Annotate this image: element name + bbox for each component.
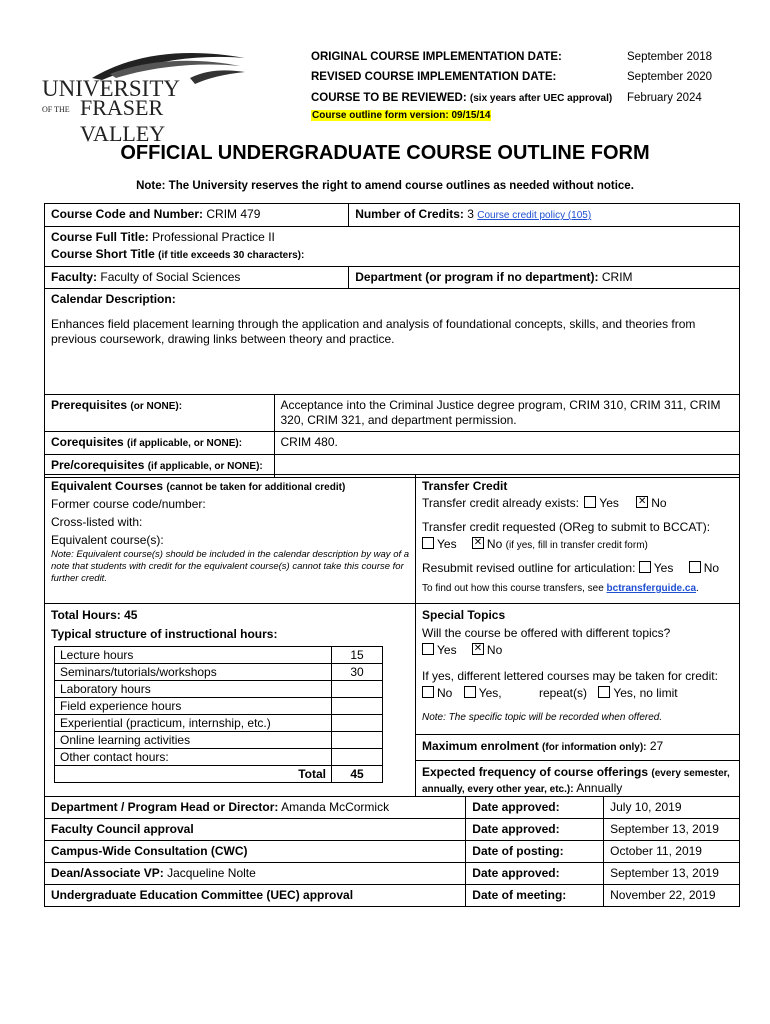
hours-total-label: Total bbox=[55, 766, 332, 783]
approval-authority-cell[interactable] bbox=[45, 885, 466, 907]
prereq-label-cell: Prerequisites (or NONE): bbox=[45, 395, 275, 432]
max-enrolment-field[interactable]: Maximum enrolment (for information only): 27 bbox=[422, 739, 664, 753]
transfer-requested-yes-checkbox[interactable] bbox=[422, 537, 434, 549]
hours-special-block bbox=[44, 603, 740, 797]
approval-label: Undergraduate Education Committee (UEC) approval bbox=[51, 888, 354, 902]
hours-total-value: 45 bbox=[332, 766, 383, 783]
form-version-badge: Course outline form version: 09/15/14 bbox=[312, 110, 491, 121]
approval-date[interactable]: September 13, 2019 bbox=[604, 863, 740, 885]
equivalent-courses-field[interactable]: Equivalent course(s): bbox=[51, 533, 164, 547]
hours-row-value[interactable] bbox=[332, 698, 383, 715]
hours-row bbox=[55, 715, 383, 732]
hours-row-value[interactable] bbox=[332, 749, 383, 766]
hours-row-label: Field experience hours bbox=[55, 698, 332, 715]
approval-date-label: Date approved: bbox=[466, 819, 604, 841]
approval-authority-cell[interactable] bbox=[45, 863, 466, 885]
approval-date[interactable]: September 13, 2019 bbox=[604, 819, 740, 841]
university-logo bbox=[40, 48, 250, 146]
resubmit-no-checkbox[interactable] bbox=[689, 561, 701, 573]
transfer-exists-no-checkbox[interactable] bbox=[636, 496, 648, 508]
faculty-cell[interactable]: Faculty: Faculty of Social Sciences bbox=[45, 267, 349, 289]
hours-row-value[interactable]: 15 bbox=[332, 647, 383, 664]
special-yes-checkbox[interactable] bbox=[422, 643, 434, 655]
approval-date-label: Date of meeting: bbox=[466, 885, 604, 907]
transfer-exists-yes-checkbox[interactable] bbox=[584, 496, 596, 508]
course-code-cell[interactable]: Course Code and Number: CRIM 479 bbox=[45, 204, 349, 227]
former-code-field[interactable]: Former course code/number: bbox=[51, 497, 206, 511]
approval-date[interactable]: October 11, 2019 bbox=[604, 841, 740, 863]
approval-row bbox=[45, 841, 740, 863]
equivalent-note: Note: Equivalent course(s) should be included in the calendar description by way of a note that students with credit for the equivalent course(s) cannot take this course for further credit. bbox=[51, 549, 410, 584]
hours-row-label: Laboratory hours bbox=[55, 681, 332, 698]
orig-date-value: September 2018 bbox=[627, 51, 713, 63]
prereq-value-cell[interactable]: Acceptance into the Criminal Justice degree program, CRIM 310, CRIM 311, CRIM 320, CRIM 321, and department permission. bbox=[274, 395, 740, 432]
hours-row bbox=[55, 749, 383, 766]
lettered-yes-checkbox[interactable] bbox=[464, 686, 476, 698]
transfer-requested-no-checkbox[interactable] bbox=[472, 537, 484, 549]
hours-row-value[interactable]: 30 bbox=[332, 664, 383, 681]
approval-row bbox=[45, 885, 740, 907]
approval-value: Jacqueline Nolte bbox=[167, 866, 256, 880]
title-cell[interactable]: Course Full Title: Professional Practice II Course Short Title (if title exceeds 30 characters): bbox=[45, 227, 740, 267]
logo-line2: FRASER VALLEY bbox=[80, 95, 166, 146]
special-topics-section: Special Topics Will the course be offered with different topics? Yes ✕ No If yes, different lettered courses may be taken for credit: No Yes, repeat(s) Yes, no limit Note: The specific topic will be recorded when offered. Maximum enrolment (for information only): 27 Expected frequency of course offerings (every semester, annually, every other year, etc.): Annually bbox=[422, 608, 736, 723]
credit-policy-link[interactable]: Course credit policy (105) bbox=[477, 210, 592, 221]
bctransferguide-link[interactable]: bctransferguide.ca bbox=[606, 583, 697, 594]
page-title: OFFICIAL UNDERGRADUATE COURSE OUTLINE FORM bbox=[120, 142, 650, 164]
approval-label: Department / Program Head or Director: bbox=[51, 800, 279, 814]
coreq-label-cell: Corequisites (if applicable, or NONE): bbox=[45, 432, 275, 455]
approval-date-label: Date approved: bbox=[466, 797, 604, 819]
hours-row bbox=[55, 698, 383, 715]
equiv-transfer-block bbox=[44, 474, 740, 604]
approval-authority-cell[interactable] bbox=[45, 797, 466, 819]
approval-value: Amanda McCormick bbox=[281, 800, 390, 814]
course-info-table bbox=[44, 203, 740, 478]
hours-table bbox=[54, 646, 383, 783]
hours-row-label: Seminars/tutorials/workshops bbox=[55, 664, 332, 681]
hours-row-label: Other contact hours: bbox=[55, 749, 332, 766]
calendar-description-text: Enhances field placement learning through the application and analysis of foundational concepts, skills, and theories from previous coursework, drawing links between theory and practice. bbox=[51, 317, 696, 346]
approval-row bbox=[45, 819, 740, 841]
amend-note: Note: The University reserves the right to amend course outlines as needed without notice. bbox=[136, 180, 634, 192]
hours-row-label: Lecture hours bbox=[55, 647, 332, 664]
approval-authority-cell[interactable] bbox=[45, 841, 466, 863]
department-cell[interactable]: Department (or program if no department): CRIM bbox=[349, 267, 740, 289]
rev-date-value: September 2020 bbox=[627, 71, 713, 83]
rev-date-label: REVISED COURSE IMPLEMENTATION DATE: bbox=[311, 71, 557, 83]
coreq-value-cell[interactable]: CRIM 480. bbox=[274, 432, 740, 455]
orig-date-label: ORIGINAL COURSE IMPLEMENTATION DATE: bbox=[311, 51, 562, 63]
hours-row bbox=[55, 732, 383, 749]
review-date-value: February 2024 bbox=[627, 92, 702, 104]
approval-authority-cell[interactable] bbox=[45, 819, 466, 841]
lettered-unlimited-checkbox[interactable] bbox=[598, 686, 610, 698]
hours-row bbox=[55, 681, 383, 698]
hours-row-value[interactable] bbox=[332, 681, 383, 698]
approval-date[interactable]: July 10, 2019 bbox=[604, 797, 740, 819]
hours-row-label: Experiential (practicum, internship, etc.) bbox=[55, 715, 332, 732]
approval-label: Campus-Wide Consultation (CWC) bbox=[51, 844, 248, 858]
frequency-field[interactable]: Expected frequency of course offerings (every semester, annually, every other year, etc.): Annually bbox=[422, 765, 730, 795]
cross-listed-field[interactable]: Cross-listed with: bbox=[51, 515, 143, 529]
review-date-label: COURSE TO BE REVIEWED: (six years after UEC approval) bbox=[311, 92, 613, 104]
approval-label: Dean/Associate VP: bbox=[51, 866, 164, 880]
calendar-description-cell[interactable]: Calendar Description: Enhances field placement learning through the application and analysis of foundational concepts, skills, and theories from previous coursework, drawing links between theory and practice. bbox=[45, 289, 740, 395]
approval-date[interactable]: November 22, 2019 bbox=[604, 885, 740, 907]
logo-of-the: OF THE bbox=[42, 105, 70, 114]
approvals-table bbox=[44, 796, 740, 907]
approval-row bbox=[45, 797, 740, 819]
resubmit-yes-checkbox[interactable] bbox=[639, 561, 651, 573]
hours-row-value[interactable] bbox=[332, 715, 383, 732]
precoreq-label-cell: Pre/corequisites (if applicable, or NONE): bbox=[45, 455, 275, 478]
lettered-no-checkbox[interactable] bbox=[422, 686, 434, 698]
approval-row bbox=[45, 863, 740, 885]
approval-date-label: Date of posting: bbox=[466, 841, 604, 863]
hours-row-label: Online learning activities bbox=[55, 732, 332, 749]
hours-row bbox=[55, 647, 383, 664]
approval-label: Faculty Council approval bbox=[51, 822, 194, 836]
special-no-checkbox[interactable] bbox=[472, 643, 484, 655]
logo-line1: UNIVERSITY bbox=[42, 76, 180, 101]
transfer-section: Transfer Credit Transfer credit already exists: Yes ✕ No Transfer credit requested (OReg to submit to BCCAT): Yes ✕ No (if yes, fill in transfer credit form) Resubmit revised outline for articulation: Yes No To find out how this course transfers, see bctransferguide.ca. bbox=[422, 479, 736, 594]
hours-section: Total Hours: 45 Typical structure of instructional hours: Lecture hours 15 Seminars/tutorials/workshops 30 Laboratory hours Field experience hours Experiential (practicum, internship, etc.) Online learning activities Other contact hours: Total 45 bbox=[51, 608, 411, 783]
approval-date-label: Date approved: bbox=[466, 863, 604, 885]
credits-cell[interactable]: Number of Credits: 3 Course credit policy (105) bbox=[349, 204, 740, 227]
equivalent-section: Equivalent Courses (cannot be taken for additional credit) Former course code/number: Cross-listed with: Equivalent course(s): Note: Equivalent course(s) should be included in the calendar description by way of a note that students with credit for the equivalent course(s) cannot take this course for further credit. bbox=[51, 479, 410, 584]
hours-row bbox=[55, 664, 383, 681]
hours-row-value[interactable] bbox=[332, 732, 383, 749]
